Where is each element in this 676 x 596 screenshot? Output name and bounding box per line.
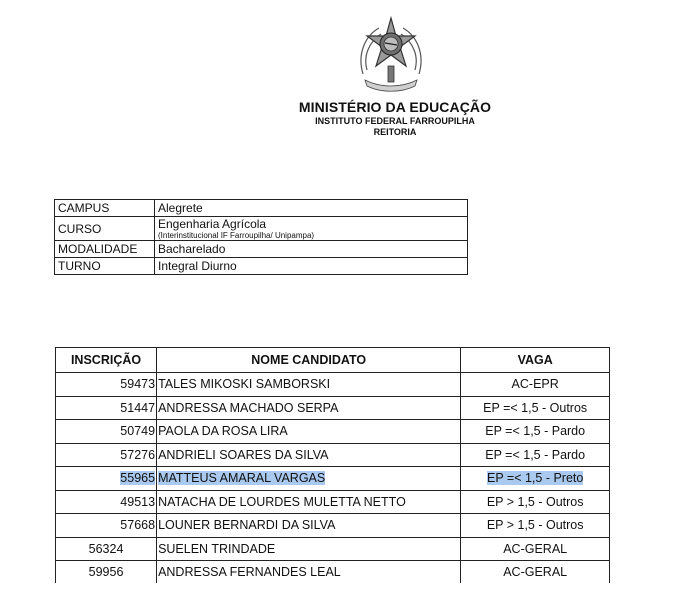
turno-row: [55, 258, 468, 275]
text-selection: MATTEUS AMARAL VARGAS: [158, 471, 326, 486]
modalidade-label: MODALIDADE: [55, 241, 155, 258]
vaga-cell: [461, 467, 610, 491]
campus-value: Alegrete: [155, 200, 468, 217]
table-row: [56, 490, 610, 514]
table-row: [56, 537, 610, 561]
curso-value: Engenharia Agrícola: [158, 217, 267, 231]
nome-cell: PAOLA DA ROSA LIRA: [157, 420, 461, 444]
course-info-table: [54, 199, 468, 275]
campus-row: [55, 200, 468, 217]
table-row-highlighted: [56, 467, 610, 491]
table-row: [56, 561, 610, 585]
inscricao-cell: 57668: [56, 514, 157, 538]
turno-label: TURNO: [55, 258, 155, 275]
nome-cell: LOUNER BERNARDI DA SILVA: [157, 514, 461, 538]
nome-cell: TALES MIKOSKI SAMBORSKI: [157, 373, 461, 397]
inscricao-cell: 59473: [56, 373, 157, 397]
vaga-cell: EP > 1,5 - Outros: [461, 514, 610, 538]
vaga-cell: AC-EPR: [461, 373, 610, 397]
curso-row: [55, 217, 468, 241]
nome-cell: ANDRIELI SOARES DA SILVA: [157, 443, 461, 467]
campus-label: CAMPUS: [55, 200, 155, 217]
nome-cell: [157, 467, 461, 491]
text-selection: 55965: [120, 471, 156, 486]
text-selection: EP =< 1,5 - Preto: [486, 471, 584, 486]
nome-cell: NATACHA DE LOURDES MULETTA NETTO: [157, 490, 461, 514]
modalidade-row: [55, 241, 468, 258]
inscricao-header: INSCRIÇÃO: [56, 348, 157, 373]
coat-of-arms-icon: [355, 14, 427, 94]
nome-cell: ANDRESSA MACHADO SERPA: [157, 396, 461, 420]
nome-cell: SUELEN TRINDADE: [157, 537, 461, 561]
candidates-table: [55, 347, 610, 585]
institute-name: INSTITUTO FEDERAL FARROUPILHA: [315, 116, 475, 126]
inscricao-cell: [56, 467, 157, 491]
page-crop-edge: [54, 583, 614, 596]
curso-cell: [155, 217, 468, 241]
vaga-cell: AC-GERAL: [461, 537, 610, 561]
nome-cell: ANDRESSA FERNANDES LEAL: [157, 561, 461, 585]
candidates-header-row: [56, 348, 610, 373]
curso-label: CURSO: [55, 217, 155, 241]
table-row: [56, 514, 610, 538]
table-row: [56, 420, 610, 444]
table-row: [56, 443, 610, 467]
vaga-header: VAGA: [461, 348, 610, 373]
inscricao-cell: 50749: [56, 420, 157, 444]
vaga-cell: EP =< 1,5 - Pardo: [461, 420, 610, 444]
vaga-cell: AC-GERAL: [461, 561, 610, 585]
nome-header: NOME CANDIDATO: [157, 348, 461, 373]
turno-value: Integral Diurno: [155, 258, 468, 275]
table-row: [56, 396, 610, 420]
inscricao-cell: 49513: [56, 490, 157, 514]
curso-note: (Interinstitucional IF Farroupilha/ Unipampa): [158, 231, 315, 240]
vaga-cell: EP > 1,5 - Outros: [461, 490, 610, 514]
table-row: [56, 373, 610, 397]
vaga-cell: EP =< 1,5 - Pardo: [461, 443, 610, 467]
inscricao-cell: 59956: [56, 561, 157, 585]
inscricao-cell: 57276: [56, 443, 157, 467]
inscricao-cell: 51447: [56, 396, 157, 420]
modalidade-value: Bacharelado: [155, 241, 468, 258]
inscricao-cell: 56324: [56, 537, 157, 561]
ministry-title: MINISTÉRIO DA EDUCAÇÃO: [298, 99, 492, 115]
unit-name: REITORIA: [373, 127, 417, 137]
vaga-cell: EP =< 1,5 - Outros: [461, 396, 610, 420]
